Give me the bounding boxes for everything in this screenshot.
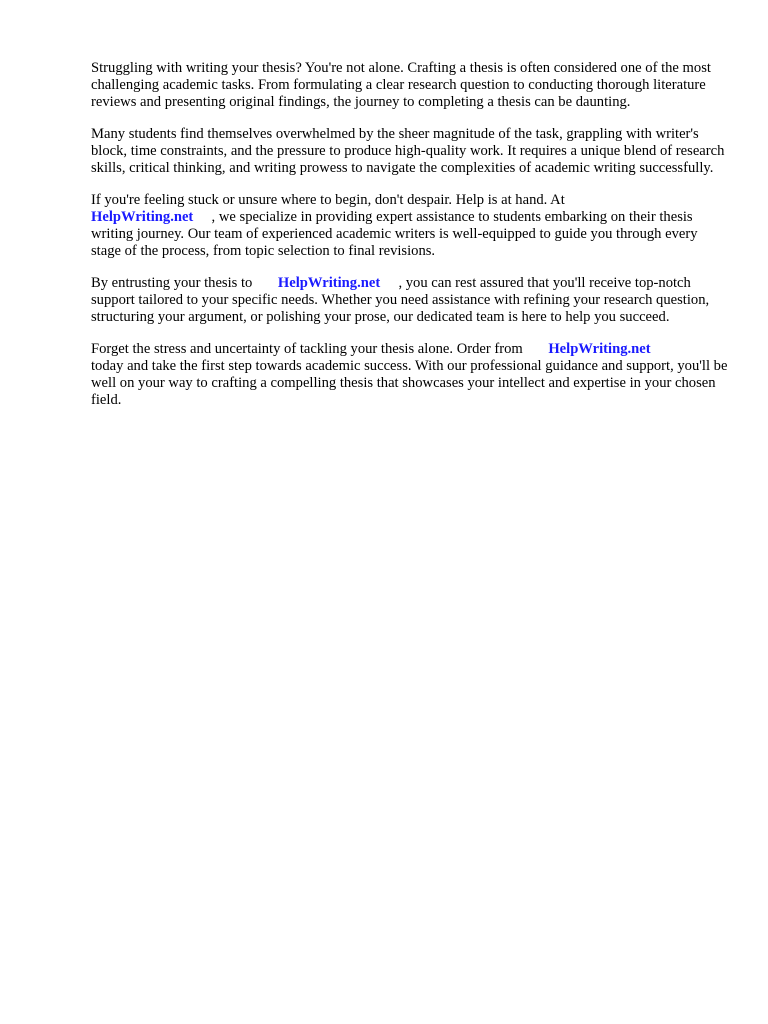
paragraph-intro-text: Struggling with writing your thesis? You're not alone. Crafting a thesis is often considered one of the most challenging academic tasks. From formulating a clear research question to conducting thorough literature reviews and presenting original findings, the journey to completing a thesis can be daunting. xyxy=(91,60,711,110)
paragraph-order-text-after: today and take the first step towards academic success. With our professional guidance and support, you'll be well on your way to crafting a compelling thesis that showcases your intellect and expertise in your chosen field. xyxy=(91,358,728,408)
paragraph-order xyxy=(91,341,731,409)
helpwriting-link-1[interactable]: HelpWriting.net xyxy=(91,209,194,225)
document-page xyxy=(91,60,731,424)
paragraph-help xyxy=(91,192,731,260)
paragraph-entrust xyxy=(91,275,731,326)
paragraph-challenges xyxy=(91,126,731,177)
paragraph-entrust-text-after: , you can rest assured that you'll receive top-notch support tailored to your specific needs. Whether you need assistance with refining your research question, structuring your argument, or polishing your prose, our dedicated team is here to help you succeed. xyxy=(91,275,710,325)
paragraph-intro xyxy=(91,60,731,111)
helpwriting-link-3[interactable]: HelpWriting.net xyxy=(548,341,651,357)
paragraph-order-text-before: Forget the stress and uncertainty of tackling your thesis alone. Order from xyxy=(91,341,523,357)
helpwriting-link-2[interactable]: HelpWriting.net xyxy=(277,275,381,291)
paragraph-challenges-text: Many students find themselves overwhelmed by the sheer magnitude of the task, grappling with writer's block, time constraints, and the pressure to produce high-quality work. It requires a unique blend of research skills, critical thinking, and writing prowess to navigate the complexities of academic writing successfully. xyxy=(91,126,725,176)
paragraph-help-text-after: , we specialize in providing expert assistance to students embarking on their thesis writing journey. Our team of experienced academic writers is well-equipped to guide you through every stage of the process, from topic selection to final revisions. xyxy=(91,209,698,259)
paragraph-help-text-before: If you're feeling stuck or unsure where to begin, don't despair. Help is at hand. At xyxy=(91,192,565,208)
paragraph-entrust-text-before: By entrusting your thesis to xyxy=(91,275,253,291)
